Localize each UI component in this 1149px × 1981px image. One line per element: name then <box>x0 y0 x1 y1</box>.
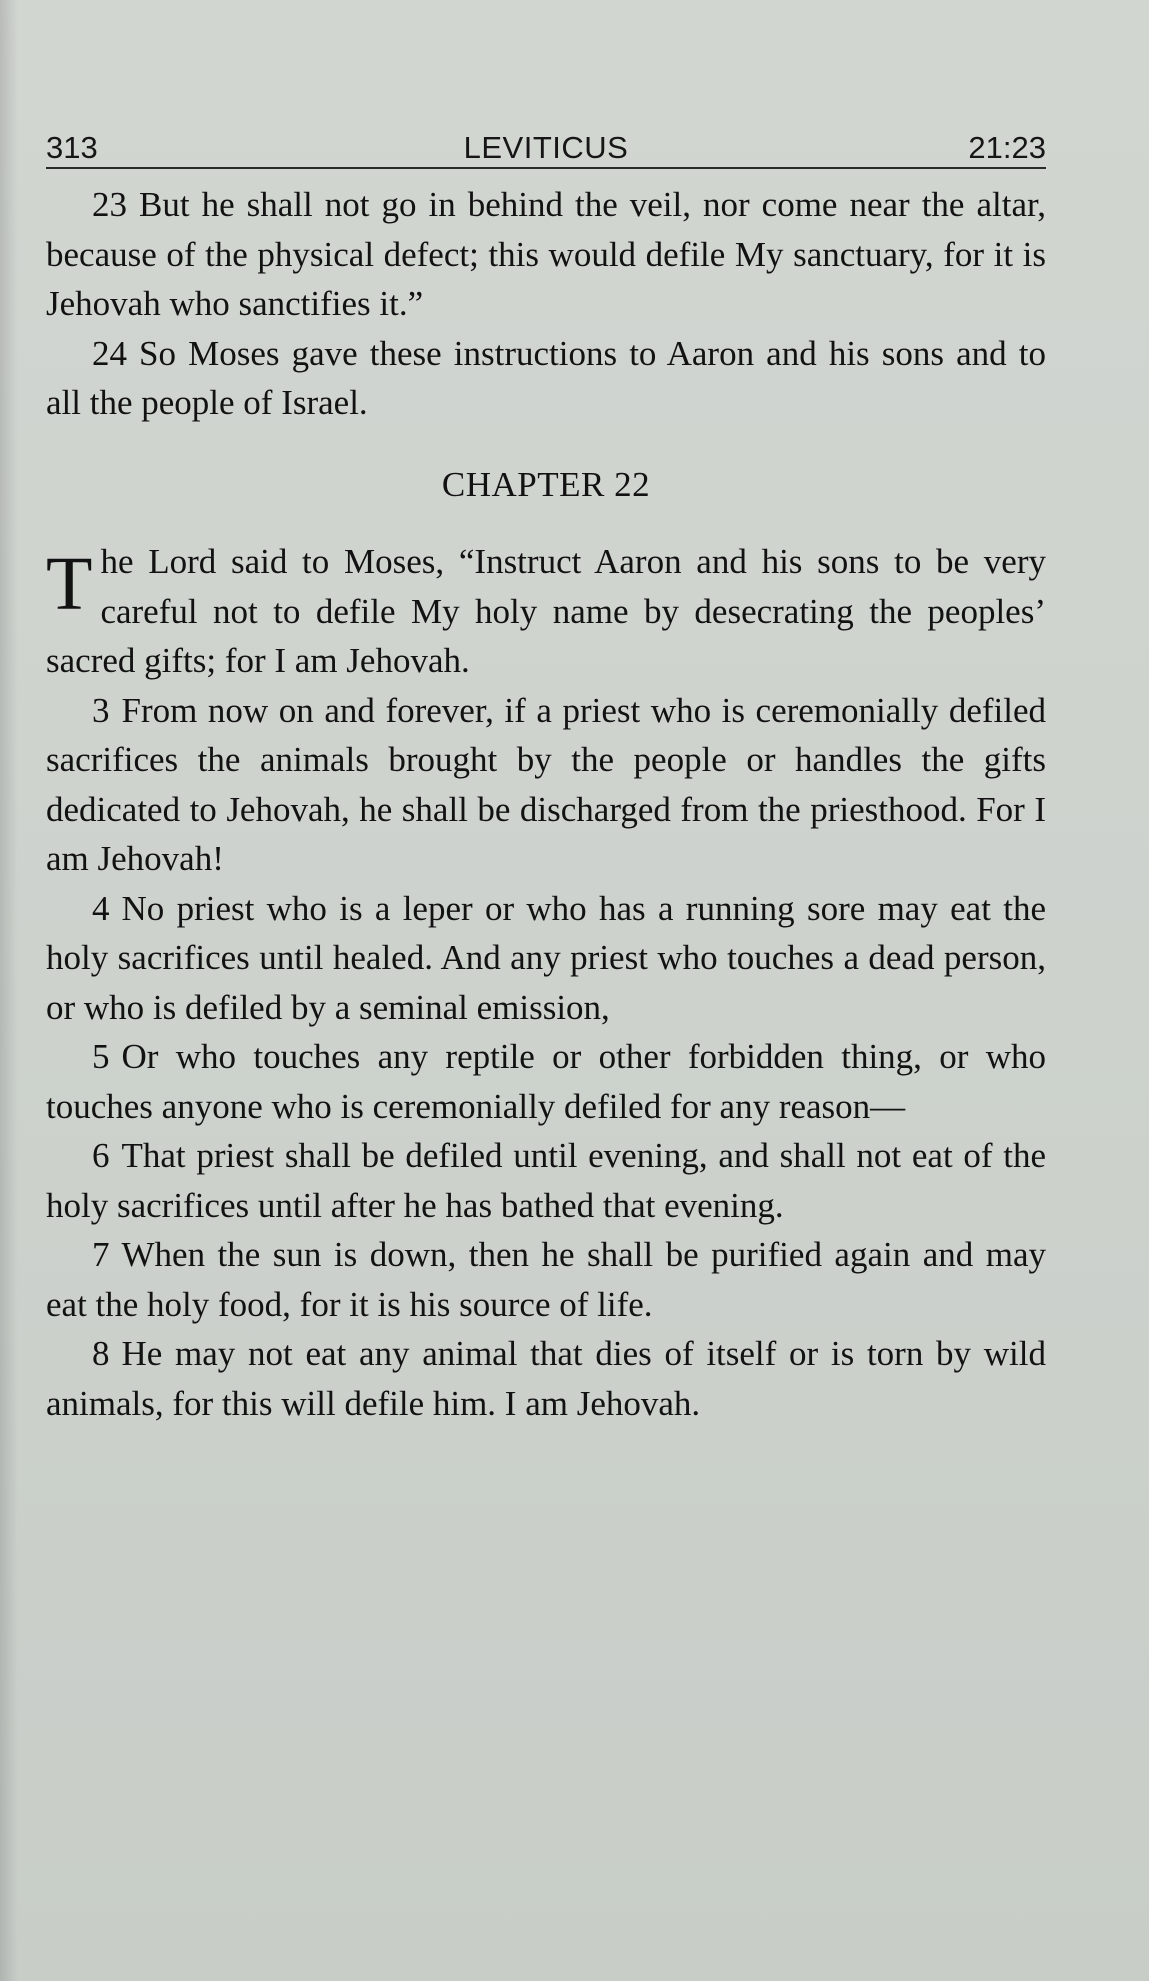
verse-number: 6 <box>92 1136 110 1175</box>
chapter-opening-paragraph <box>46 537 1046 686</box>
chapter-verse-reference: 21:23 <box>968 130 1046 165</box>
verse-number: 5 <box>92 1037 110 1076</box>
verse-text: He may not eat any animal that dies of itself or is torn by wild animals, for this will defile him. I am Jehovah. <box>46 1334 1046 1423</box>
verse-4 <box>46 884 1046 1033</box>
book-title: LEVITICUS <box>463 130 629 165</box>
verse-23 <box>46 180 1046 329</box>
verse-8 <box>46 1329 1046 1428</box>
page-number: 313 <box>46 130 98 165</box>
verse-text: No priest who is a leper or who has a running sore may eat the holy sacrifices until healed. And any priest who touches a dead person, or who is defiled by a seminal emission, <box>46 888 1046 1027</box>
verse-5 <box>46 1032 1046 1131</box>
verse-6 <box>46 1131 1046 1230</box>
verse-text: So Moses gave these instructions to Aaron and his sons and to all the people of Israel. <box>46 333 1046 422</box>
verse-text: From now on and forever, if a priest who is ceremonially defiled sacrifices the animals brought by the people or handles the gifts dedicated to Jehovah, he shall be discharged from the priesthood. For I am Jehovah! <box>46 690 1046 878</box>
verse-number: 24 <box>92 333 127 373</box>
drop-cap: T <box>46 542 93 626</box>
verse-24 <box>46 329 1046 428</box>
verse-text: When the sun is down, then he shall be purified again and may eat the holy food, for it is his source of life. <box>46 1235 1046 1324</box>
verse-text: Or who touches any reptile or other forbidden thing, or who touches anyone who is ceremonially defiled for any reason— <box>46 1037 1046 1126</box>
header-rule <box>46 167 1046 169</box>
verse-3 <box>46 686 1046 884</box>
verse-text: But he shall not go in behind the veil, nor come near the altar, because of the physical defect; this would defile My sanctuary, for it is Jehovah who sanctifies it.” <box>46 185 1046 323</box>
verse-text: That priest shall be defiled until evening, and shall not eat of the holy sacrifices until after he has bathed that evening. <box>46 1136 1046 1225</box>
page-body <box>46 180 1046 1428</box>
verse-7 <box>46 1230 1046 1329</box>
chapter-heading: CHAPTER 22 <box>441 464 651 504</box>
verse-number: 3 <box>92 690 110 730</box>
verse-number: 23 <box>92 185 127 224</box>
verse-number: 8 <box>92 1334 110 1373</box>
opening-text: he Lord said to Moses, “Instruct Aaron and his sons to be very careful not to defile My holy name by desecrating the peoples’ sacred gifts; for I am Jehovah. <box>46 542 1046 680</box>
verse-number: 7 <box>92 1235 110 1274</box>
verse-number: 4 <box>92 888 110 928</box>
